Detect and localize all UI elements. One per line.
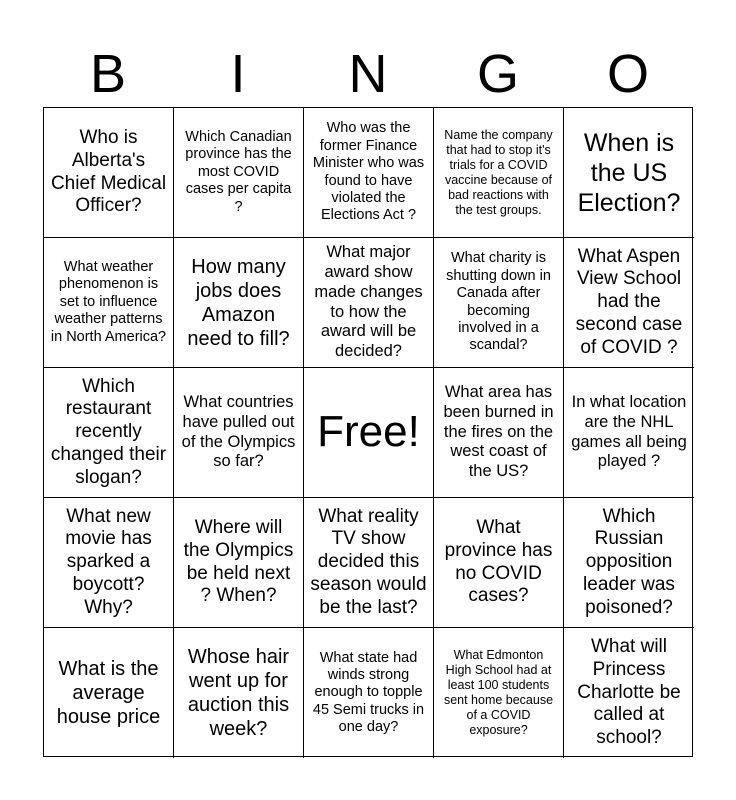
bingo-cell[interactable]: Which Canadian province has the most COVID cases per capita ?: [174, 108, 304, 238]
bingo-cell[interactable]: How many jobs does Amazon need to fill?: [174, 238, 304, 368]
bingo-cell[interactable]: Which restaurant recently changed their slogan?: [44, 368, 174, 498]
bingo-cell[interactable]: What state had winds strong enough to topple 45 Semi trucks in one day?: [304, 628, 434, 758]
bingo-header: [43, 40, 693, 108]
header-letter-g: G: [476, 44, 519, 104]
bingo-cell[interactable]: Name the company that had to stop it's trials for a COVID vaccine because of bad reactions with the test groups.: [434, 108, 564, 238]
header-letter-n: N: [348, 44, 388, 104]
bingo-cell[interactable]: What new movie has sparked a boycott? Why?: [44, 498, 174, 628]
bingo-cell[interactable]: What weather phenomenon is set to influence weather patterns in North America?: [44, 238, 174, 368]
bingo-cell[interactable]: What province has no COVID cases?: [434, 498, 564, 628]
bingo-cell[interactable]: Who is Alberta's Chief Medical Officer?: [44, 108, 174, 238]
bingo-cell[interactable]: What reality TV show decided this season would be the last?: [304, 498, 434, 628]
bingo-cell[interactable]: What is the average house price: [44, 628, 174, 758]
bingo-card-grid: [43, 107, 693, 757]
bingo-cell[interactable]: What area has been burned in the fires on the west coast of the US?: [434, 368, 564, 498]
header-letter-o: O: [606, 44, 649, 104]
bingo-cell[interactable]: What Aspen View School had the second case of COVID ?: [564, 238, 694, 368]
bingo-cell[interactable]: Where will the Olympics be held next ? When?: [174, 498, 304, 628]
bingo-cell[interactable]: What charity is shutting down in Canada after becoming involved in a scandal?: [434, 238, 564, 368]
bingo-cell[interactable]: What countries have pulled out of the Olympics so far?: [174, 368, 304, 498]
bingo-cell[interactable]: Which Russian opposition leader was poisoned?: [564, 498, 694, 628]
header-letter-i: I: [230, 44, 246, 104]
bingo-cell[interactable]: Whose hair went up for auction this week?: [174, 628, 304, 758]
bingo-cell[interactable]: What major award show made changes to how the award will be decided?: [304, 238, 434, 368]
bingo-cell[interactable]: Who was the former Finance Minister who was found to have violated the Elections Act ?: [304, 108, 434, 238]
bingo-cell[interactable]: In what location are the NHL games all being played ?: [564, 368, 694, 498]
bingo-cell[interactable]: When is the US Election?: [564, 108, 694, 238]
header-letter-b: B: [89, 44, 127, 104]
bingo-cell[interactable]: What will Princess Charlotte be called at school?: [577, 636, 681, 749]
bingo-cell[interactable]: What Edmonton High School had at least 100 students sent home because of a COVID exposure?: [434, 628, 564, 758]
free-space-cell[interactable]: Free!: [304, 368, 434, 498]
